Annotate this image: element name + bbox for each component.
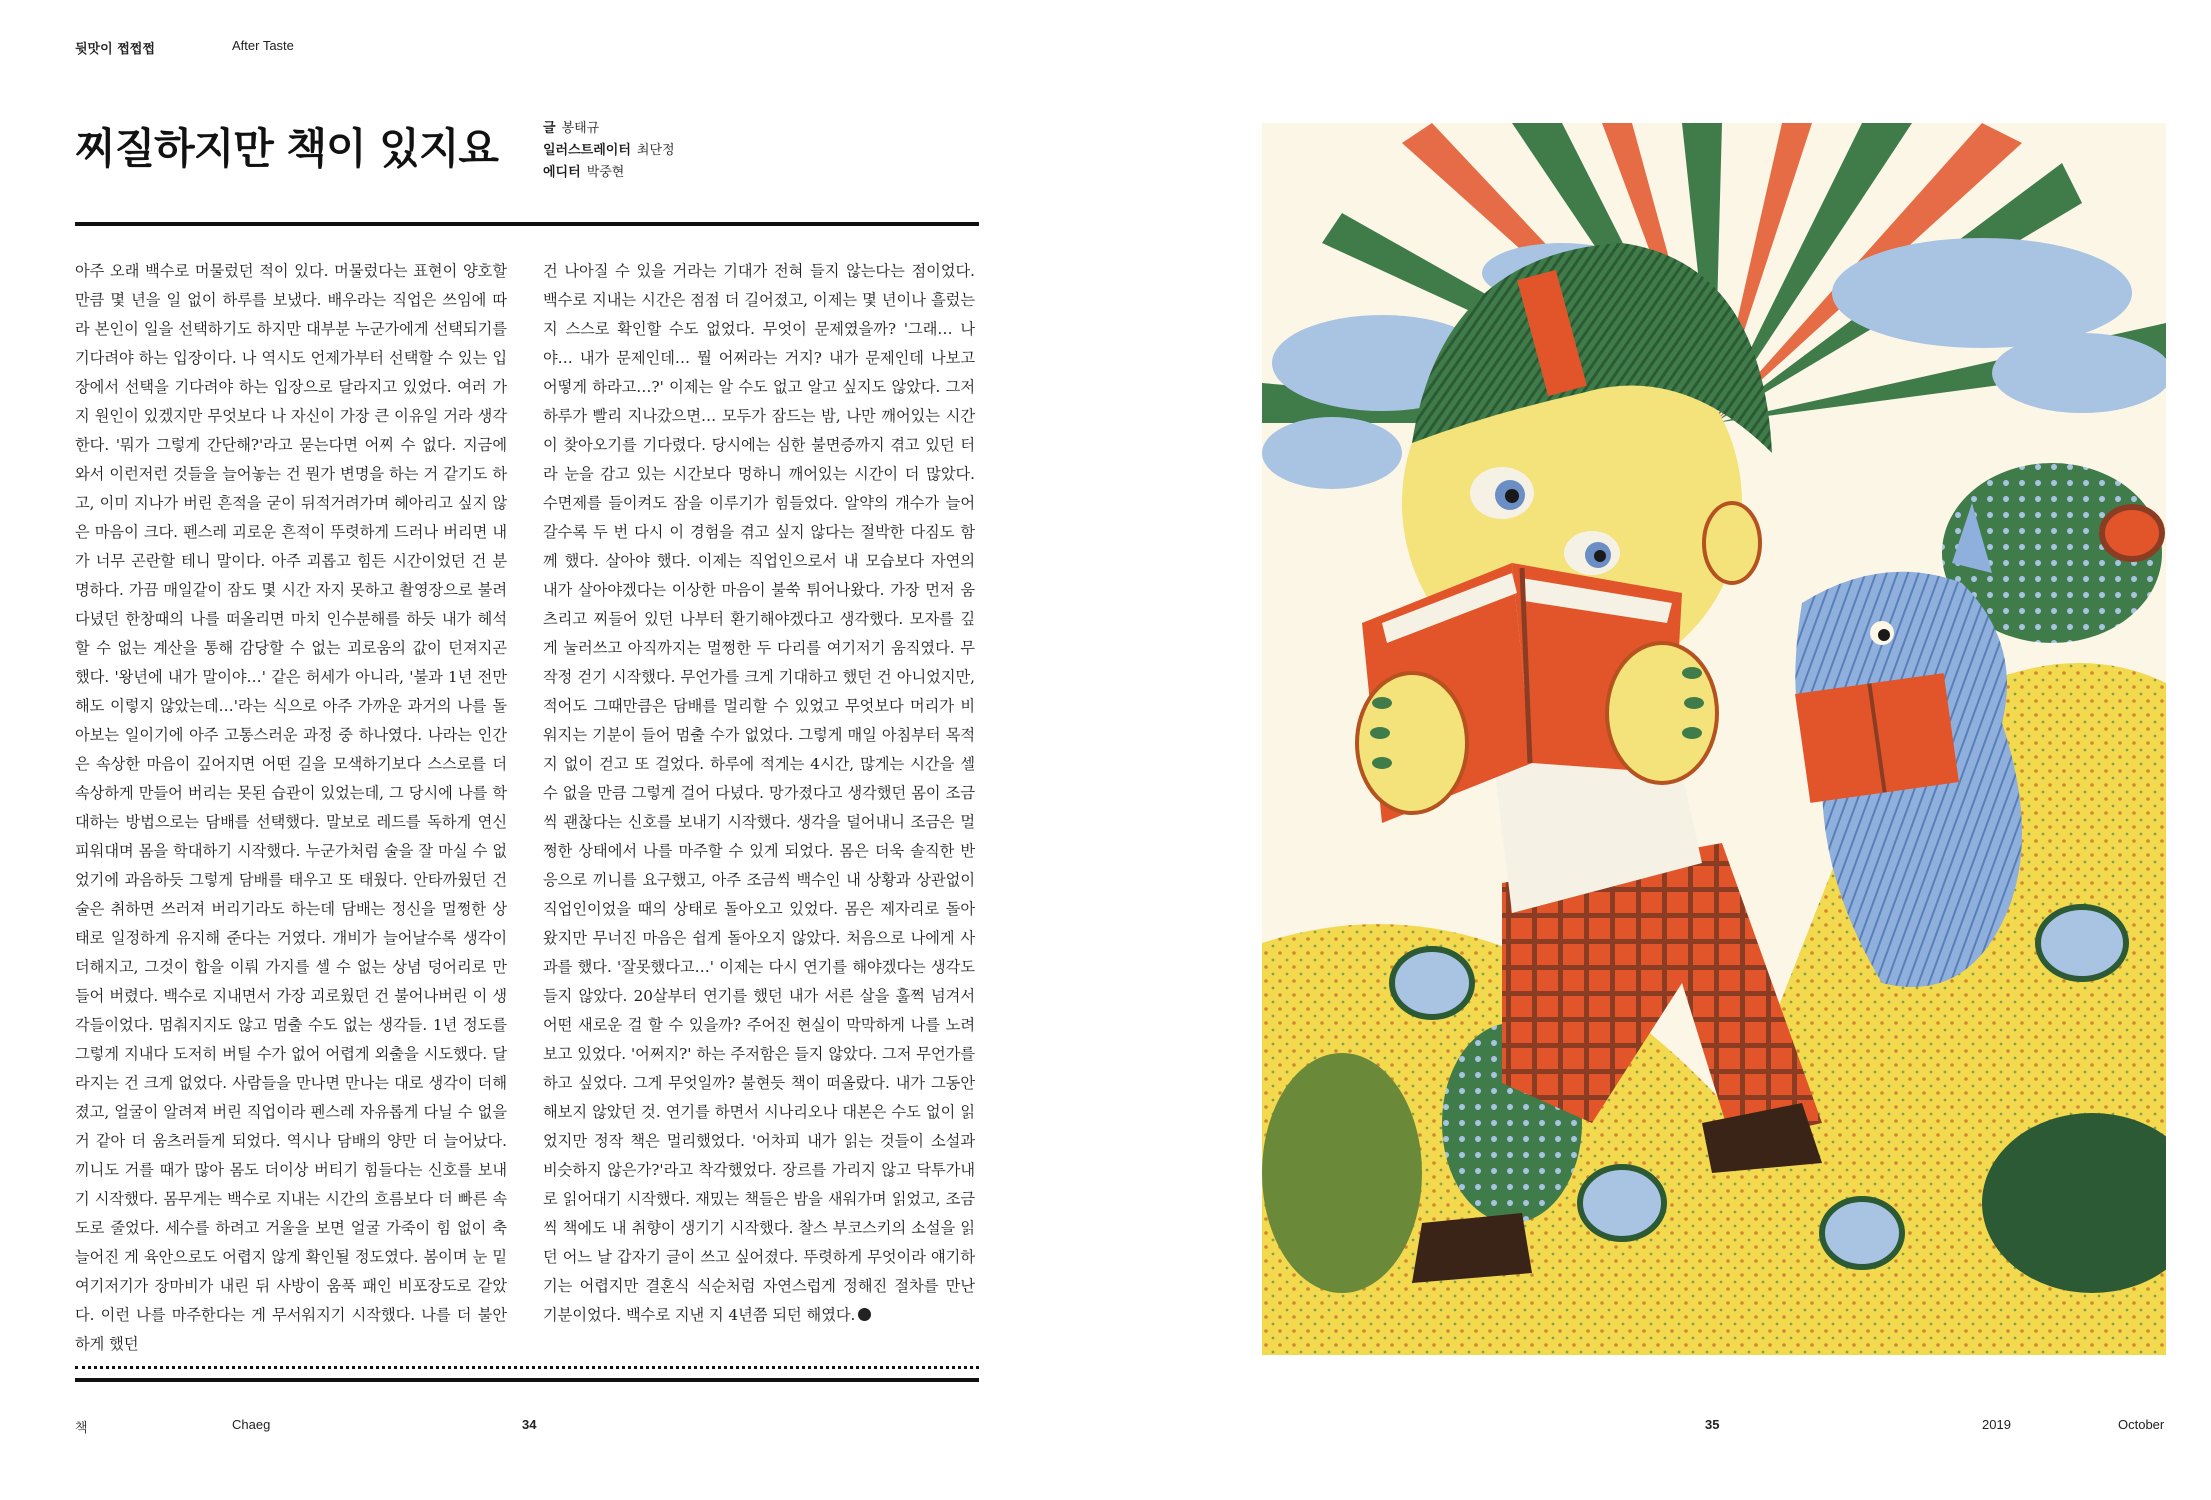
end-mark-icon: [858, 1308, 871, 1321]
page-number-left: 34: [522, 1417, 537, 1432]
running-head-section-en: After Taste: [232, 38, 294, 53]
page-number-right: 35: [1705, 1417, 1720, 1432]
article-credits: [543, 118, 675, 184]
running-head-section-ko: 뒷맛이 쩝쩝쩝: [75, 42, 155, 57]
article-title: 찌질하지만 책이 있지요: [75, 124, 498, 173]
credit-name: 봉태규: [561, 121, 600, 136]
credit-role: 글: [543, 121, 556, 136]
footer-month: October: [2118, 1417, 2165, 1432]
article-illustration: [1262, 123, 2166, 1355]
credit-role: 에디터: [543, 165, 581, 180]
body-column-right: [543, 257, 975, 1330]
credit-writer: [543, 118, 675, 140]
top-rule-divider: [75, 222, 979, 226]
bottom-rule-divider: [75, 1378, 979, 1382]
credit-editor: [543, 162, 675, 184]
credit-illustrator: [543, 140, 675, 162]
footer-magazine-ko: 책: [75, 1421, 88, 1436]
illustration-boy-and-dog: [1262, 123, 2166, 1355]
credit-role: 일러스트레이터: [543, 143, 631, 158]
body-column-left: [75, 257, 507, 1359]
credit-name: 박중현: [586, 165, 625, 180]
dotted-rule-divider: [75, 1366, 979, 1369]
credit-name: 최단정: [636, 143, 675, 158]
footer-magazine-en: Chaeg: [232, 1417, 271, 1432]
footer-year: 2019: [1982, 1417, 2011, 1432]
body-text-right: 건 나아질 수 있을 거라는 기대가 전혀 들지 않는다는 점이었다. 백수로 지내는 시간은 점점 더 길어졌고, 이제는 몇 년이나 흘렀는지 스스로 확인할 수도 없었다. 무엇이 문제였을까? '그래… 나야… 내가 문제인데… 뭘 어쩌라는 거지? 내가 문제인데 나보고 어떻게 하라고…?' 이제는 알 수도 없고 알고 싶지도 않았다. 그저 하루가 빨리 지나갔으면… 모두가 잠드는 밤, 나만 깨어있는 시간이 찾아오기를 기다렸다. 당시에는 심한 불면증까지 겪고 있던 터라 눈을 감고 있는 시간보다 멍하니 깨어있는 시간이 더 많았다. 수면제를 들이켜도 잠을 이루기가 힘들었다. 알약의 개수가 늘어갈수록 두 번 다시 이 경험을 겪고 싶지 않다는 절박한 다짐도 함께 했다. 살아야 했다. 이제는 직업인으로서 내 모습보다 자연의 내가 살아야겠다는 이상한 마음이 불쑥 튀어나왔다. 가장 먼저 움츠리고 찌들어 있던 나부터 환기해야겠다고 생각했다. 모자를 깊게 눌러쓰고 아직까지는 멀쩡한 두 다리를 여기저기 움직였다. 무작정 걷기 시작했다. 무언가를 크게 기대하고 했던 건 아니었지만, 적어도 그때만큼은 담배를 멀리할 수 있었고 무엇보다 머리가 비워지는 기분이 들어 멈출 수가 없었다. 그렇게 매일 아침부터 목적지 없이 걷고 또 걸었다. 하루에 적게는 4시간, 많게는 시간을 셀 수 없을 만큼 그렇게 걸어 다녔다. 망가졌다고 생각했던 몸이 조금씩 괜찮다는 신호를 보내기 시작했다. 생각을 덜어내니 조금은 멀쩡한 상태에서 나를 마주할 수 있게 되었다. 몸은 더욱 솔직한 반응으로 끼니를 요구했고, 아주 조금씩 백수인 내 상황과 상관없이 직업인이었을 때의 상태로 돌아오고 있었다. 몸은 제자리로 돌아왔지만 무너진 마음은 쉽게 돌아오지 않았다. 처음으로 나에게 사과를 했다. '잘못했다고…' 이제는 다시 연기를 해야겠다는 생각도 들지 않았다. 20살부터 연기를 했던 내가 서른 살을 훌쩍 넘겨서 어떤 새로운 걸 할 수 있을까? 주어진 현실이 막막하게 나를 노려보고 있었다. '어쩌지?' 하는 주저함은 들지 않았다. 그저 무언가를 하고 싶었다. 그게 무엇일까? 불현듯 책이 떠올랐다. 내가 그동안 해보지 않았던 것. 연기를 하면서 시나리오나 대본은 수도 없이 읽었지만 정작 책은 멀리했었다. '어차피 내가 읽는 것들이 소설과 비슷하지 않은가?'라고 착각했었다. 장르를 가리지 않고 닥투가내로 읽어대기 시작했다. 재밌는 책들은 밤을 새워가며 읽었고, 조금씩 책에도 내 취향이 생기기 시작했다. 찰스 부코스키의 소설을 읽던 어느 날 갑자기 글이 쓰고 싶어졌다. 뚜렷하게 무엇이라 얘기하기는 어렵지만 결혼식 식순처럼 자연스럽게 정해진 절차를 만난 기분이었다. 백수로 지낸 지 4년쯤 되던 해였다.: [543, 262, 975, 1324]
body-text-left: 아주 오래 백수로 머물렀던 적이 있다. 머물렀다는 표현이 양호할 만큼 몇 년을 일 없이 하루를 보냈다. 배우라는 직업은 쓰임에 따라 본인이 일을 선택하기도 하지만 대부분 누군가에게 선택되기를 기다려야 하는 입장이다. 나 역시도 언제가부터 선택할 수 있는 입장에서 선택을 기다려야 하는 입장으로 달라지고 있었다. 여러 가지 원인이 있겠지만 무엇보다 나 자신이 가장 큰 이유일 거라 생각한다. '뭐가 그렇게 간단해?'라고 묻는다면 어찌 수 없다. 지금에 와서 이런저런 것들을 늘어놓는 건 뭔가 변명을 하는 거 같기도 하고, 이미 지나가 버린 흔적을 굳이 뒤적거려가며 헤아리고 싶지 않은 마음이 크다. 펜스레 괴로운 흔적이 뚜렷하게 드러나 버리면 내가 너무 곤란할 테니 말이다. 아주 괴롭고 힘든 시간이었던 건 분명하다. 가끔 매일같이 잠도 몇 시간 자지 못하고 촬영장으로 불려 다녔던 한창때의 나를 떠올리면 마치 인수분해를 하듯 내가 헤석할 수 없는 계산을 통해 감당할 수 없는 괴로움의 값이 던져지곤 했다. '왕년에 내가 말이야…' 같은 허세가 아니라, '불과 1년 전만 해도 이렇지 않았는데…'라는 식으로 아주 가까운 과거의 나를 돌아보는 일이기에 아주 고통스러운 과정 중 하나였다. 나라는 인간은 속상한 마음이 깊어지면 어떤 길을 모색하기보다 스스로를 더 속상하게 만들어 버리는 못된 습관이 있었는데, 그 당시에 나를 학대하는 방법으로는 담배를 선택했다. 말보로 레드를 독하게 연신 피워대며 몸을 학대하기 시작했다. 누군가처럼 술을 잘 마실 수 없었기에 과음하듯 그렇게 담배를 태우고 또 태웠다. 안타까웠던 건 술은 취하면 쓰러져 버리기라도 하는데 담배는 정신을 멀쩡한 상태로 일정하게 유지해 준다는 거였다. 개비가 늘어날수록 생각이 더해지고, 그것이 합을 이뤄 가지를 셀 수 없는 상념 덩어리로 만들어 버렸다. 백수로 지내면서 가장 괴로웠던 건 불어나버린 이 생각들이었다. 멈춰지지도 않고 멈출 수도 없는 생각들. 1년 정도를 그렇게 지내다 도저히 버틸 수가 없어 어렵게 외출을 시도했다. 달라지는 건 크게 없었다. 사람들을 만나면 만나는 대로 생각이 더해졌고, 얼굴이 알려져 버린 직업이라 펜스레 자유롭게 다닐 수 없을 거 같아 더 움츠러들게 되었다. 역시나 담배의 양만 더 늘어났다. 끼니도 거를 때가 많아 몸도 더이상 버티기 힘들다는 신호를 보내기 시작했다. 몸무게는 백수로 지내는 시간의 흐름보다 더 빠른 속도로 줄었다. 세수를 하려고 거울을 보면 얼굴 가죽이 힘 없이 축 늘어진 게 육안으로도 어렵지 않게 확인될 정도였다. 봄이며 눈 밑 여기저기가 장마비가 내린 뒤 사방이 움푹 패인 비포장도로 같았다. 이런 나를 마주한다는 게 무서워지기 시작했다. 나를 더 불안하게 했던: [75, 262, 507, 1353]
